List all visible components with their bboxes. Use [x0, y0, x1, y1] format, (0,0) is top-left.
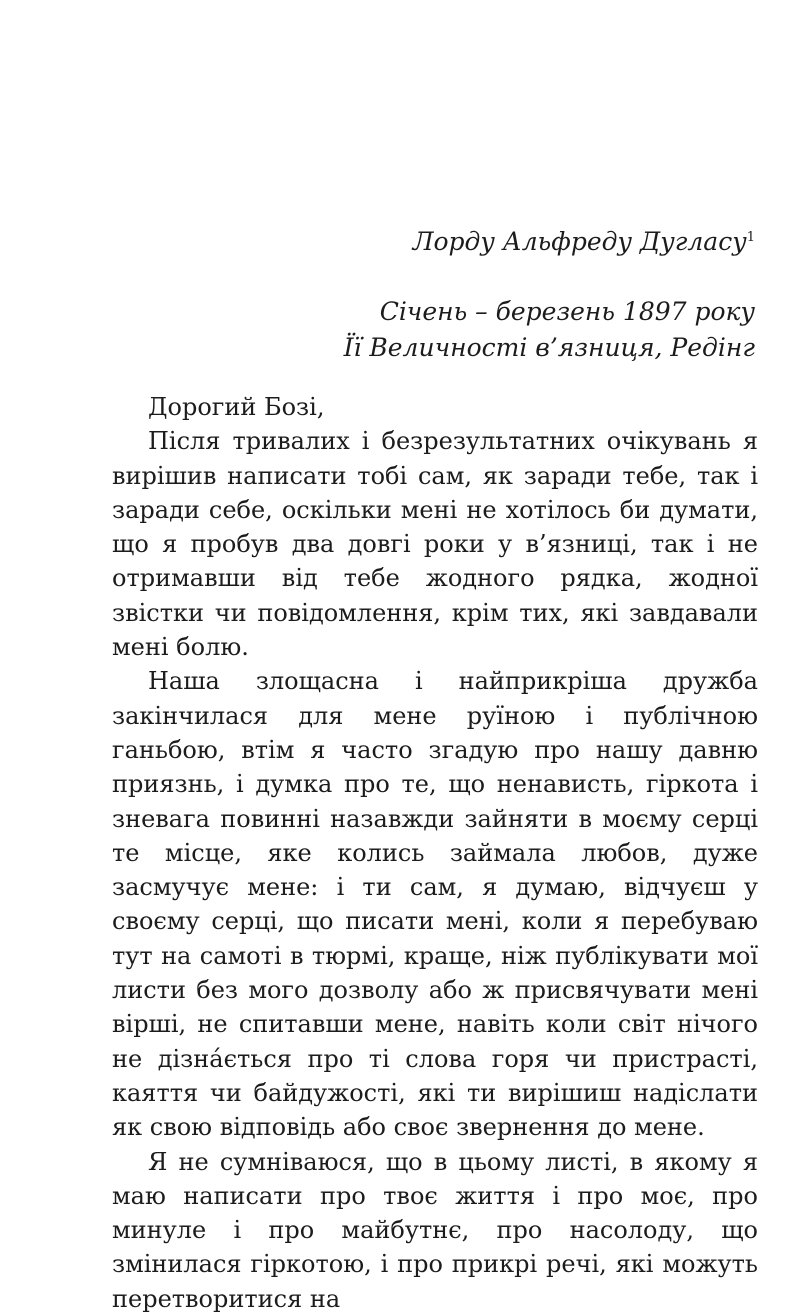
paragraph: Я не сумніваюся, що в цьому листі, в якому я маю написати про твоє життя і про моє, про минуле і про майбутнє, про насолоду, що змінилася гіркотою, і про прикрі речі, які можуть перетворитися на: [112, 1147, 758, 1313]
letter-body: [112, 390, 758, 1316]
dedication-text: Лорду Альфреду Дугласу: [412, 227, 747, 256]
footnote-mark[interactable]: 1: [746, 230, 755, 245]
dateline: [105, 294, 755, 366]
letter-greeting: Дорогий Бозі,: [148, 393, 325, 421]
dedication: [105, 224, 755, 260]
letter-date: Січень – березень 1897 року: [379, 297, 755, 326]
letter-place: Її Величності в’язниця, Редінг: [343, 333, 755, 362]
paragraph: Після тривалих і безрезультатних очікувань я вирішив написати тобі сам, як заради тебе, так і заради себе, оскільки мені не хотілось би думати, що я пробув два довгі роки у в’язниці, так і не отримавши від тебе жодного рядка, жодної звістки чи повідомлення, крім тих, які завдавали мені болю.: [112, 427, 758, 662]
paragraph: Наша злощасна і найприкріша дружба закінчилася для мене руїною і публічною ганьбою, втім я часто згадую про нашу давню приязнь, і думка про те, що ненависть, гіркота і зневага повинні назавжди зайняти в моєму серці те місце, яке колись займала любов, дуже засмучує мене: і ти сам, я думаю, відчуєш у своєму серці, що писати мені, коли я перебуваю тут на самоті в тюрмі, краще, ніж публікувати мої листи без мого дозволу або ж присвячувати мені вірші, не спитавши мене, навіть коли світ нічого не дізна́ється про ті слова горя чи пристрасті, каяття чи байдужості, які ти вирішиш надіслати як свою відповідь або своє звернення до мене.: [112, 667, 758, 1142]
